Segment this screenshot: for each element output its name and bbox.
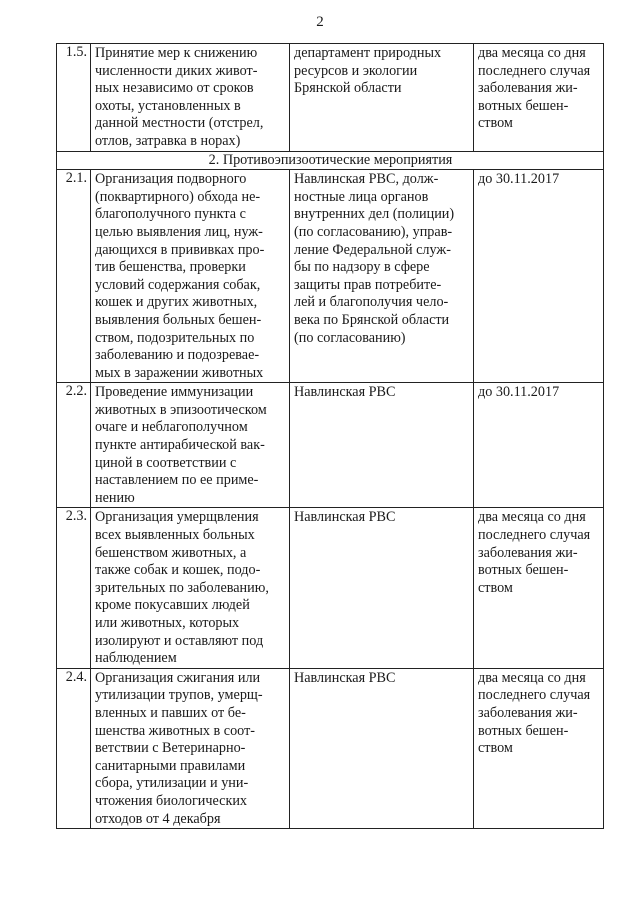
responsible-cell (290, 668, 474, 828)
action-cell (91, 383, 290, 508)
action-text: Организация подворного (поквартирного) обхода не- благополучного пункта с целью выявления лиц, нуж- дающихся в прививках про- тив бешенства, проверки условий содержания собак, кошек и других животных, выявления больных бешен- ством, подозрительных по заболеванию и подозревае- мых в заражении животных (95, 171, 265, 381)
page-number: 2 (316, 14, 324, 30)
action-cell (91, 668, 290, 828)
section-row (57, 151, 604, 170)
action-cell (91, 508, 290, 668)
term-text: до 30.11.2017 (478, 384, 560, 401)
action-text: Организация сжигания или утилизации трупов, умерщ- вленных и павших от бе- шенства животных в соот- ветствии с Ветеринарно- санитарными правилами сбора, утилизации и уни- чтожения биологических отходов от 4 декабря (95, 669, 263, 827)
section-title: 2. Противоэпизоотические мероприятия (57, 151, 604, 170)
responsible-cell (290, 508, 474, 668)
measures-table (56, 43, 604, 829)
term-text: два месяца со дня последнего случая заболевания жи- вотных бешен- ством (478, 509, 591, 596)
table-row (57, 383, 604, 508)
responsible-cell (290, 170, 474, 383)
table-row (57, 170, 604, 383)
term-cell (474, 383, 604, 508)
responsible-text: Навлинская РВС (294, 669, 396, 686)
action-text: Организация умерщвления всех выявленных больных бешенством животных, а также собак и кошек, подо- зрительных по заболеванию, кроме покусавших людей или животных, которых изолируют и оставляют под наблюдением (95, 509, 269, 667)
action-text: Проведение иммунизации животных в эпизоотическом очаге и неблагополучном пункте антирабической вак- циной в соответствии с наставлением по ее приме- нению (95, 384, 267, 506)
row-number: 2.1. (57, 170, 91, 383)
action-cell (91, 170, 290, 383)
table-row (57, 668, 604, 828)
term-text: два месяца со дня последнего случая заболевания жи- вотных бешен- ством (478, 669, 591, 757)
responsible-text: Навлинская РВС (294, 384, 396, 401)
action-text: Принятие мер к снижению численности диких живот- ных независимо от сроков охоты, установленных в данной местности (отстрел, отлов, затравка в норах) (95, 45, 264, 149)
responsible-text: Навлинская РВС, долж- ностные лица органов внутренних дел (полиции) (по согласованию), управ- ление Федеральной служ- бы по надзору в сфере защиты прав потребите- лей и благополучия чело- века по Брянской области (по согласованию) (294, 171, 455, 346)
row-number: 2.2. (57, 383, 91, 508)
responsible-cell (290, 44, 474, 152)
row-number: 1.5. (57, 44, 91, 152)
table-row (57, 44, 604, 152)
responsible-text: Навлинская РВС (294, 509, 396, 526)
responsible-cell (290, 383, 474, 508)
term-text: до 30.11.2017 (478, 171, 560, 188)
term-cell (474, 668, 604, 828)
term-cell (474, 508, 604, 668)
term-cell (474, 44, 604, 152)
responsible-text: департамент природных ресурсов и экологии Брянской области (294, 45, 442, 97)
table-row (57, 508, 604, 668)
term-text: два месяца со дня последнего случая заболевания жи- вотных бешен- ством (478, 45, 591, 132)
row-number: 2.4. (57, 668, 91, 828)
term-cell (474, 170, 604, 383)
row-number: 2.3. (57, 508, 91, 668)
action-cell (91, 44, 290, 152)
